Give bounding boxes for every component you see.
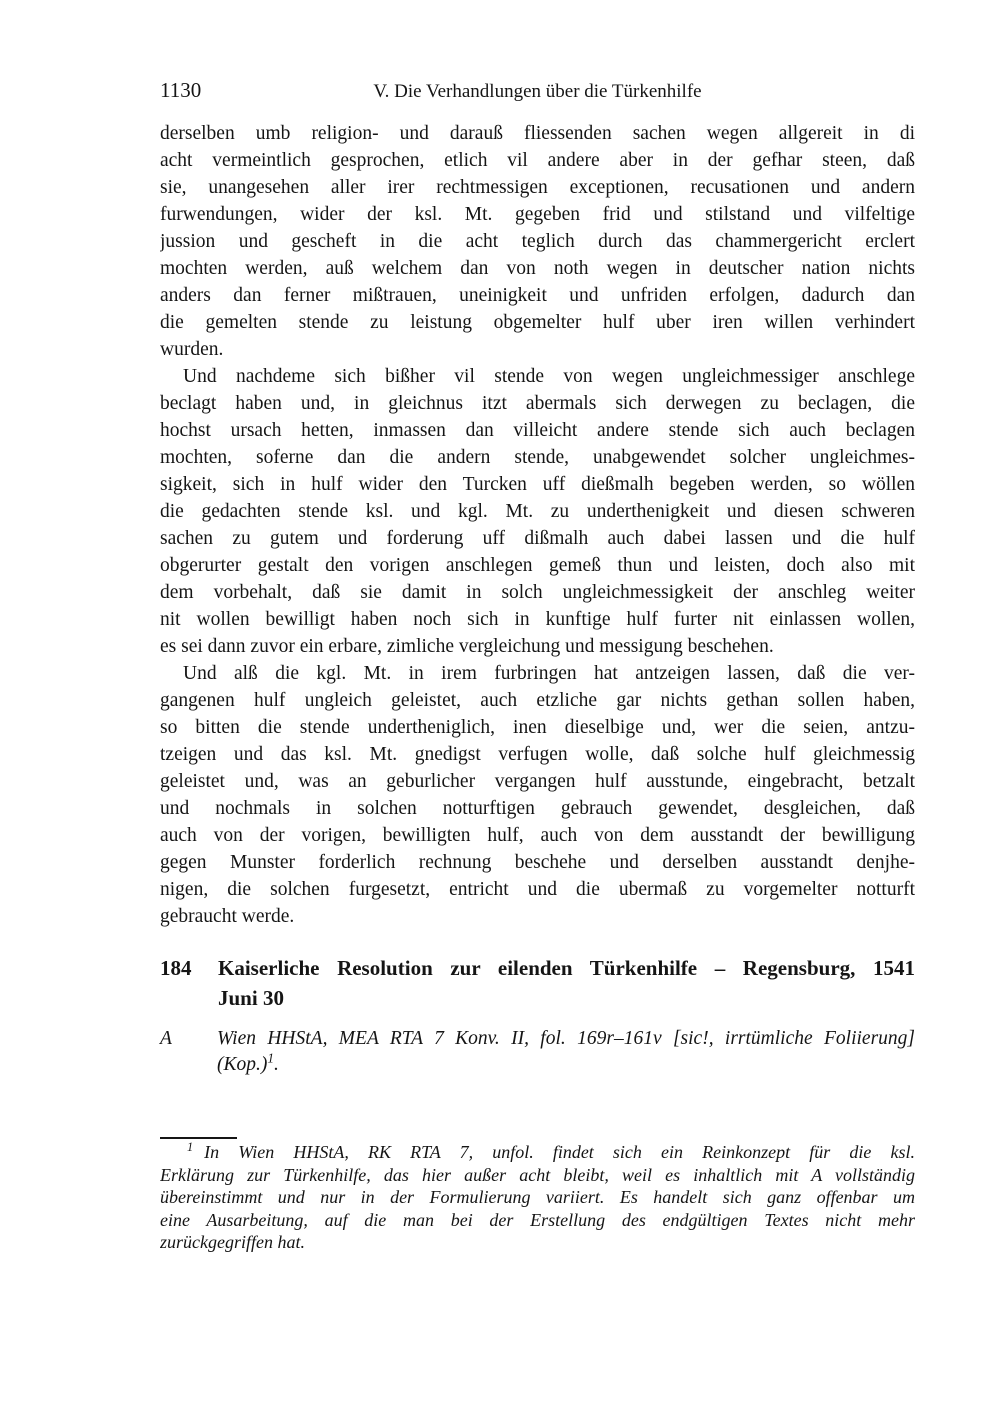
running-head: V. Die Verhandlungen über die Türkenhilfe (373, 81, 702, 102)
paragraph (160, 363, 915, 660)
text-line: derselben umb religion- und darauß fliessenden sachen wegen allgereit in di (160, 123, 915, 144)
page-number: 1130 (160, 78, 202, 102)
source-line (217, 1052, 915, 1078)
text-line: nigen, die solchen furgesetzt, entricht und die ubermaß zu vorgemelter notturft (160, 879, 915, 900)
text-line: die gemelten stende zu leistung obgemelter hulf uber iren willen verhindert (160, 312, 915, 333)
text-line: so bitten die stende undertheniglich, inen dieselbige und, wer die seien, antzu- (160, 717, 915, 738)
text-line: sachen zu gutem und forderung uff dißmalh auch dabei lassen und die hulf (160, 528, 915, 549)
text-line: die gedachten stende ksl. und kgl. Mt. zu underthenigkeit und diesen schweren (160, 501, 915, 522)
body-text (160, 120, 915, 930)
text-line: obgerurter gestalt den vorigen anschlegen gemeß thun und leisten, doch also mit (160, 555, 915, 576)
text-line: beclagt haben und, in gleichnus itzt abermals sich derwegen zu beclagen, die (160, 393, 915, 414)
text-line: Und nachdeme sich bißher vil stende von wegen ungleichmessiger anschlege (183, 366, 915, 387)
text-line: wurden. (160, 339, 224, 360)
footnote-line: Erklärung zur Türkenhilfe, das hier außer acht bleibt, weil es inhaltlich mit A vollständig (160, 1164, 915, 1185)
text-line: sigkeit, sich in hulf wider den Turcken uff dießmalh begeben werden, so wöllen (160, 474, 915, 495)
section-title-line: Kaiserliche Resolution zur eilenden Türkenhilfe – Regensburg, 1541 (218, 956, 915, 980)
source-line: Wien HHStA, MEA RTA 7 Konv. II, fol. 169r–161v [sic!, irrtümliche Foliierung] (217, 1028, 915, 1049)
text-line: nit wollen bewilligt haben noch sich in kunftige hulf furter nit einlassen wollen, (160, 609, 915, 630)
text-line: Und alß die kgl. Mt. in irem furbringen hat antzeigen lassen, daß die ver- (183, 663, 915, 684)
footnote (160, 1141, 915, 1254)
text-line: es sei dann zuvor ein erbare, zimliche vergleichung und messigung beschehen. (160, 636, 774, 657)
text-line: jussion und gescheft in die acht teglich durch das chammergericht erclert (160, 231, 915, 252)
section-number: 184 (160, 956, 192, 980)
footnote-line: übereinstimmt und nur in der Formulierung variiert. Es handelt sich ganz offenbar um (160, 1187, 915, 1207)
text-line: gegen Munster forderlich rechnung beschehe und derselben ausstandt denjhe- (160, 852, 915, 873)
text-line: sie, unangesehen aller irer rechtmessigen exceptionen, recusationen und andern (160, 177, 915, 198)
text-line: gebraucht werde. (160, 906, 295, 927)
text-line: tzeigen und das ksl. Mt. gnedigst verfugen wolle, daß solche hulf gleichmessig (160, 744, 915, 765)
source-kop: (Kop.) (217, 1054, 268, 1075)
text-line: dem vorbehalt, daß sie damit in solch ungleichmessigkeit der anschleg weiter (160, 582, 915, 603)
paragraph (160, 660, 915, 930)
text-line: gangenen hulf ungleich geleistet, auch etzliche gar nichts gethan sollen haben, (160, 690, 915, 711)
section-title (218, 953, 915, 1013)
text-line: furwendungen, wider der ksl. Mt. gegeben frid und stilstand und vilfeltige (160, 204, 915, 225)
text-line: mochten, soferne dan die andern stende, unabgewendet solcher ungleichmes- (160, 447, 915, 468)
text-line: und nochmals in solchen notturftigen gebrauch gewendet, desgleichen, daß (160, 798, 915, 819)
text-line: acht vermeintlich gesprochen, etlich vil andere aber in der gefhar steen, daß (160, 150, 915, 171)
text-line: geleistet und, was an geburlicher vergangen hulf ausstunde, eingebracht, betzalt (160, 771, 915, 792)
source-description (217, 1026, 915, 1078)
text-line: anders dan ferner mißtrauen, uneinigkeit und unfriden erfolgen, dadurch dan (160, 285, 915, 306)
footnote-reference: 1 (267, 1052, 274, 1066)
footnote-line (160, 1141, 915, 1164)
section-title-line: Juni 30 (218, 986, 284, 1010)
footnote-text: In Wien HHStA, RK RTA 7, unfol. findet sich ein Reinkonzept für die ksl. (204, 1142, 915, 1162)
text-line: hochst ursach hetten, inmassen dan villeicht andere stende sich auch beclagen (160, 420, 915, 441)
footnote-separator-rule (160, 1137, 237, 1139)
section-heading (160, 953, 915, 1013)
footnote-marker: 1 (187, 1141, 194, 1154)
source-period: . (274, 1054, 279, 1075)
footnote-line: zurückgegriffen hat. (160, 1232, 305, 1252)
text-line: mochten werden, auß welchem dan von noth wegen in deutscher nation nichts (160, 258, 915, 279)
footnote-line: eine Ausarbeitung, auf die man bei der Erstellung des endgültigen Textes nicht mehr (160, 1209, 915, 1230)
text-line: auch von der vorigen, bewilligten hulf, auch von dem ausstandt der bewilligung (160, 825, 915, 846)
source-label: A (160, 1028, 172, 1049)
paragraph (160, 120, 915, 363)
source-entry (160, 1026, 915, 1078)
